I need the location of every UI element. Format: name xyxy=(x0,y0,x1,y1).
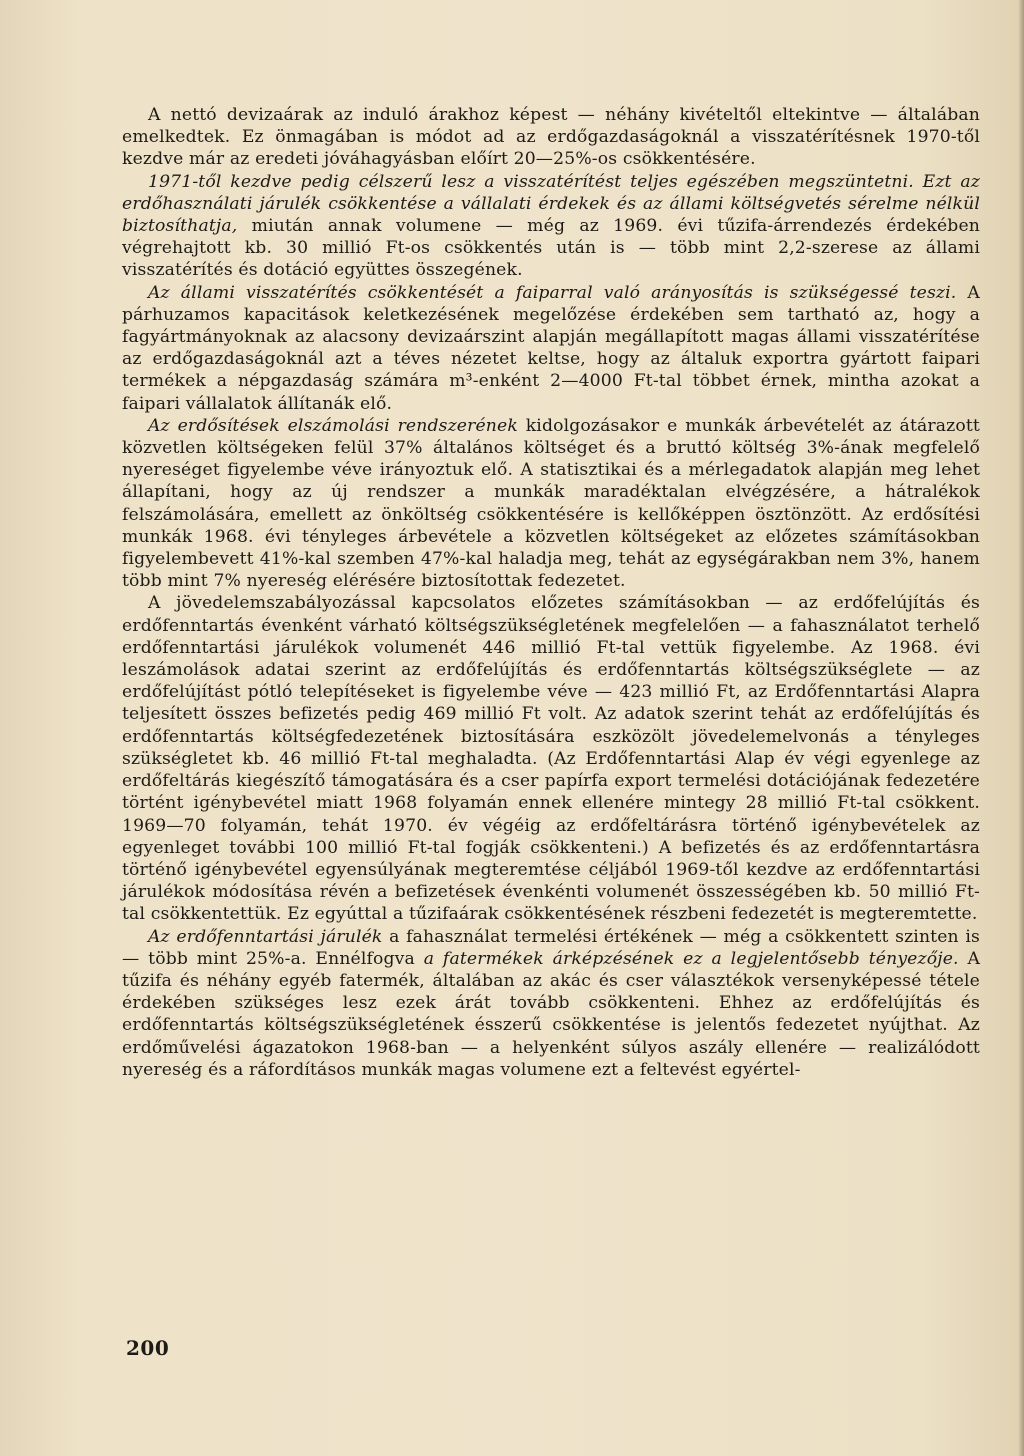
paragraph-1 xyxy=(122,104,980,171)
paragraph-3-emphasis: Az állami visszatérítés csökkentését a faiparral való arányosítás is szükségessé teszi. xyxy=(148,282,957,303)
paragraph-6-emphasis-2: a fatermékek árképzésének ez a legjelentősebb tényezője. xyxy=(423,948,959,969)
paragraph-2-segment-2: miután annak volumene — még az 1969. évi tűzifa-árrendezés érdekében végrehajtott kb. 30 millió Ft-os csökkentés után is — több mint 2,2-szerese az állami visszatérítés és dotáció együttes összegének. xyxy=(122,216,980,281)
paragraph-3-segment-2: A párhuzamos kapacitások keletkezésének megelőzése érdekében sem tartható az, hogy a fagyártmányoknak az alacsony devizaárszint alapján megállapított magas állami visszatérítése az erdőgazdaságoknál azt a téves nézetet keltse, hogy az általuk exportra gyártott faipari termékek a népgazdaság számára m³-enként 2—4000 Ft-tal többet érnek, mintha azokat a faipari vállalatok állítanák elő. xyxy=(122,282,980,414)
paragraph-6-segment-2: a fahasználat termelési értékének — még a csökkentett szinten is — több mint 25%-a. Ennélfogva xyxy=(122,926,980,969)
paragraph-4-emphasis: Az erdősítések elszámolási rendszerének xyxy=(148,415,518,436)
paragraph-1-segment-1: A nettó devizaárak az induló árakhoz képest — néhány kivételtől eltekintve — általában emelkedtek. Ez önmagában is módot ad az erdőgazdaságoknál a visszatérítésnek 1970-től kezdve már az eredeti jóváhagyásban előírt 20—25%-os csökkentésére. xyxy=(122,105,980,170)
body-text xyxy=(122,104,980,1081)
page-edge-shadow xyxy=(1018,0,1024,1456)
paragraph-4 xyxy=(122,415,980,593)
paragraph-5-segment-1: A jövedelemszabályozással kapcsolatos előzetes számításokban — az erdőfelújítás és erdőfenntartás évenként várható költségszükségletének megfelelően — a fahasználatot terhelő erdőfenntartási járulékok volumenét 446 millió Ft-tal vettük figyelembe. Az 1968. évi leszámolások adatai szerint az erdőfelújítás és erdőfenntartás költségszükséglete — az erdőfelújítást pótló telepítéseket is figyelembe véve — 423 millió Ft, az Erdőfenntartási Alapra teljesített összes befizetés pedig 469 millió Ft volt. Az adatok szerint tehát az erdőfelújítás és erdőfenntartás költségfedezetének biztosítására eszközölt jövedelemelvonás a tényleges szükségletet kb. 46 millió Ft-tal meghaladta. (Az Erdőfenntartási Alap év végi egyenlege az erdőfeltárás kiegészítő támogatására és a cser papírfa export termelési dotációjának fedezetére történt igénybevétel miatt 1968 folyamán ennek ellenére mintegy 28 millió Ft-tal csökkent. 1969—70 folyamán, tehát 1970. év végéig az erdőfeltárásra történő igénybevételek az egyenleget további 100 millió Ft-tal fogják csökkenteni.) A befizetés és az erdőfenntartásra történő igénybevétel egyensúlyának megteremtése céljából 1969-től kezdve az erdőfenntartási járulékok módosítása révén a befizetések évenkénti volumenét összességében kb. 50 millió Ft-tal csökkentettük. Ez egyúttal a tűzifaárak csökkentésének részbeni fedezetét is megteremtette. xyxy=(122,593,980,925)
paragraph-3 xyxy=(122,282,980,415)
paragraph-6-segment-4: A tűzifa és néhány egyéb fatermék, általában az akác és cser választékok versenyképessé tétele érdekében szükséges lesz ezek árát tovább csökkenteni. Ehhez az erdőfelújítás és erdőfenntartás költségszükségletének ésszerű csökkentése is jelentős fedezetet nyújthat. Az erdőművelési ágazatokon 1968-ban — a helyenként súlyos aszály ellenére — realizálódott nyereség és a ráfordításos munkák magas volumene ezt a feltevést egyértel- xyxy=(122,948,981,1080)
paragraph-2-emphasis: 1971-től kezdve pedig célszerű lesz a visszatérítést teljes egészében megszüntetni. Ezt az erdőhasználati járulék csökkentése a vállalati érdekek és az állami költségvetés sérelme nélkül biztosíthatja, xyxy=(122,171,980,237)
paragraph-5 xyxy=(122,592,980,925)
paragraph-2 xyxy=(122,171,980,282)
paragraph-4-segment-2: kidolgozásakor e munkák árbevételét az átárazott közvetlen költségeken felül 37% általános költséget és a bruttó költség 3%-ának megfelelő nyereséget figyelembe véve irányoztuk elő. A statisztikai és a mérlegadatok alapján meg lehet állapítani, hogy az új rendszer a munkák maradéktalan elvégzésére, a hátralékok felszámolására, emellett az önköltség csökkentésére is kellőképpen ösztönzött. Az erdősítési munkák 1968. évi tényleges árbevétele a közvetlen költségeket az előzetes számításokban figyelembevett 41%-kal szemben 47%-kal haladja meg, tehát az egységárakban nem 3%, hanem több mint 7% nyereség elérésére biztosítottak fedezetet. xyxy=(122,415,980,592)
page-number: 200 xyxy=(126,1336,170,1360)
paragraph-6-emphasis-1: Az erdőfenntartási járulék xyxy=(148,926,383,947)
paragraph-6 xyxy=(122,926,980,1081)
